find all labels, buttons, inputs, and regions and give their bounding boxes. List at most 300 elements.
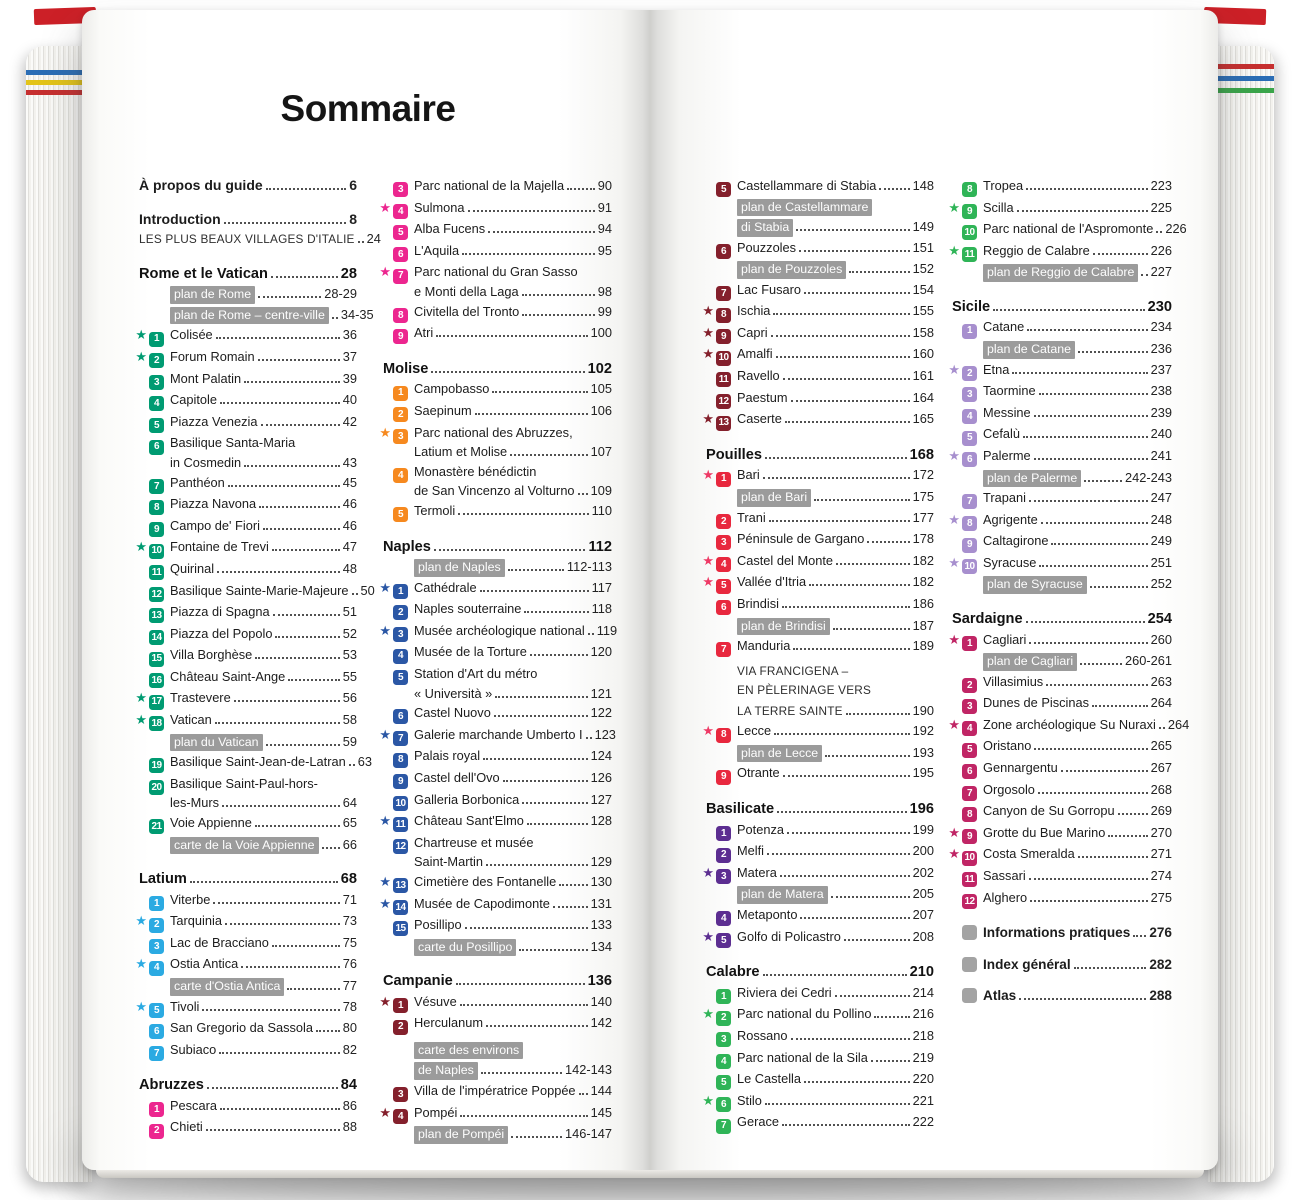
entry-number-badge: 19 — [149, 758, 164, 773]
star-cell — [131, 347, 149, 369]
star-cell — [131, 473, 149, 495]
dotted-leader — [511, 1133, 562, 1138]
entry-number-badge: 9 — [393, 329, 408, 344]
page-number: 187 — [912, 617, 934, 633]
badge-cell — [962, 488, 983, 510]
star-cell — [944, 888, 962, 910]
entry-number-badge: 1 — [962, 636, 977, 651]
star-icon: ★ — [135, 913, 147, 929]
dotted-leader — [495, 693, 587, 698]
badge-cell — [716, 259, 737, 280]
star-cell — [698, 1026, 716, 1048]
dotted-leader — [488, 228, 595, 233]
entry-label: Matera — [737, 864, 777, 880]
entry-number-badge: 1 — [393, 584, 408, 599]
badge-cell — [716, 366, 737, 388]
page-number: 76 — [342, 956, 357, 972]
page-number: 142-143 — [565, 1062, 612, 1078]
star-cell — [131, 976, 149, 997]
entry-number-badge: 7 — [716, 1119, 731, 1134]
dotted-leader — [785, 418, 910, 423]
star-cell — [698, 863, 716, 885]
entry-label: Musée de la Torture — [414, 644, 527, 660]
entry-number-badge: 9 — [716, 770, 731, 785]
star-cell — [375, 302, 393, 324]
front-label: À propos du guide — [139, 177, 263, 193]
badge-cell — [149, 732, 170, 753]
entry-number-badge: 3 — [149, 939, 164, 954]
dotted-leader — [522, 291, 595, 296]
star-cell — [944, 651, 962, 672]
badge-cell — [393, 379, 414, 401]
star-cell — [375, 599, 393, 621]
dotted-leader — [266, 185, 347, 190]
toc-subtitle — [131, 229, 381, 250]
page-number: 133 — [590, 917, 612, 933]
star-icon: ★ — [948, 361, 960, 377]
entry-number-badge: 3 — [716, 535, 731, 550]
entry-label: Tropea — [983, 178, 1024, 193]
toc-entry — [375, 872, 612, 894]
badge-cell — [393, 1124, 414, 1145]
page-number: 46 — [342, 517, 357, 533]
star-cell — [698, 529, 716, 551]
dotted-leader — [836, 560, 910, 565]
map-chip-label: plan de Reggio de Calabre — [983, 264, 1138, 282]
entry-label: Musée de Capodimonte — [414, 895, 550, 911]
badge-cell — [962, 219, 983, 241]
star-cell — [375, 811, 393, 833]
entry-number-badge: 4 — [149, 396, 164, 411]
page-number: 129 — [590, 854, 612, 870]
backmatter-badge — [962, 988, 977, 1003]
toc-entry — [944, 866, 1172, 888]
map-chip-label: plan de Rome – centre-ville — [170, 307, 329, 325]
dotted-leader — [1026, 618, 1145, 623]
dotted-leader — [767, 850, 910, 855]
entry-label: EN PÈLERINAGE VERS — [737, 683, 872, 698]
front-label: LES PLUS BEAUX VILLAGES D'ITALIE — [139, 232, 355, 247]
star-cell — [944, 241, 962, 263]
badge-cell — [716, 1048, 737, 1070]
toc-entry — [375, 1103, 612, 1125]
star-cell — [944, 986, 962, 1009]
entry-label: Musée archéologique national — [414, 622, 585, 638]
dotted-leader — [579, 1090, 588, 1095]
dotted-leader — [258, 293, 321, 298]
page-number: 152 — [912, 261, 934, 277]
star-cell — [944, 262, 962, 283]
star-icon: ★ — [379, 895, 391, 911]
badge-cell — [716, 743, 737, 764]
page-number: 251 — [1150, 554, 1172, 570]
page-number: 249 — [1150, 533, 1172, 549]
toc-entry — [944, 693, 1172, 715]
page-number: 106 — [590, 402, 612, 418]
star-cell — [131, 537, 149, 559]
toc-section-header — [131, 265, 357, 285]
dotted-leader — [763, 474, 910, 479]
entry-number-badge: 10 — [962, 225, 977, 240]
entry-number-badge: 7 — [393, 731, 408, 746]
badge-cell — [962, 553, 983, 575]
entry-number-badge: 10 — [716, 351, 731, 366]
star-cell — [375, 768, 393, 790]
dotted-leader — [271, 273, 338, 278]
toc-entry — [698, 820, 934, 842]
badge-cell — [962, 176, 983, 198]
section-label: Basilicate — [706, 801, 775, 818]
badge-cell — [393, 401, 414, 423]
entry-label: Ravello — [737, 368, 780, 384]
toc-entry — [698, 323, 934, 345]
badge-cell — [962, 780, 983, 802]
dotted-leader — [244, 462, 340, 467]
entry-label: Péninsule de Gargano — [737, 531, 865, 547]
badge-cell — [716, 594, 737, 616]
toc-entry — [375, 501, 612, 523]
dotted-leader — [1061, 767, 1148, 772]
dotted-leader — [349, 761, 355, 766]
toc-entry — [944, 317, 1172, 339]
star-cell — [375, 323, 393, 345]
entry-label: Saint-Martin — [414, 854, 483, 870]
toc-entry — [698, 1069, 934, 1091]
entry-number-badge: 12 — [393, 839, 408, 854]
dotted-leader — [844, 936, 910, 941]
page-number: 193 — [912, 744, 934, 760]
star-cell — [131, 997, 149, 1019]
entry-number-badge: 2 — [149, 918, 164, 933]
star-cell — [131, 890, 149, 912]
star-cell — [131, 710, 149, 732]
star-icon: ★ — [135, 998, 147, 1014]
entry-number-badge: 7 — [962, 494, 977, 509]
page-number: 186 — [912, 595, 934, 611]
star-cell — [131, 835, 149, 856]
badge-cell — [393, 1081, 414, 1103]
entry-label: Voie Appienne — [170, 814, 252, 830]
star-cell — [698, 1069, 716, 1091]
entry-label: Capitole — [170, 392, 217, 408]
toc-entry — [944, 510, 1172, 532]
dotted-leader — [773, 310, 909, 315]
badge-cell — [962, 574, 983, 595]
entry-label: in Cosmedin — [170, 454, 242, 470]
badge-cell — [149, 835, 170, 856]
dotted-leader — [1080, 660, 1122, 665]
star-icon: ★ — [702, 552, 714, 568]
badge-cell — [962, 844, 983, 866]
dotted-leader — [220, 1105, 340, 1110]
star-cell — [944, 403, 962, 425]
star-cell — [698, 721, 716, 743]
entry-number-badge: 2 — [149, 1124, 164, 1139]
entry-number-badge: 3 — [393, 429, 408, 444]
entry-label: Reggio de Calabre — [983, 242, 1090, 258]
star-cell — [698, 176, 716, 198]
badge-cell — [393, 599, 414, 621]
entry-label: Dunes de Piscinas — [983, 695, 1089, 711]
entry-number-badge: 1 — [149, 332, 164, 347]
star-icon: ★ — [379, 264, 391, 280]
map-chip-label: carte de la Voie Appienne — [170, 837, 319, 855]
entry-number-badge: 2 — [716, 514, 731, 529]
star-cell — [944, 510, 962, 532]
entry-label: Galerie marchande Umberto I — [414, 726, 583, 742]
entry-label: Villa de l'impératrice Poppée — [414, 1082, 576, 1098]
badge-cell — [716, 551, 737, 573]
toc-entry — [698, 572, 934, 594]
dotted-leader — [530, 651, 588, 656]
star-cell — [698, 884, 716, 905]
star-cell — [131, 624, 149, 646]
dotted-leader — [776, 353, 910, 358]
badge-cell — [716, 238, 737, 260]
toc-entry — [944, 715, 1190, 737]
star-cell — [944, 780, 962, 802]
page-number: 47 — [342, 539, 357, 555]
entry-number-badge: 9 — [393, 774, 408, 789]
dotted-leader — [263, 525, 340, 530]
badge-cell — [149, 954, 170, 976]
entry-number-badge: 2 — [962, 678, 977, 693]
page-number: 160 — [912, 346, 934, 362]
entry-label: Cathédrale — [414, 579, 477, 595]
entry-number-badge: 15 — [149, 652, 164, 667]
page-number: 56 — [342, 690, 357, 706]
page-number: 164 — [912, 389, 934, 405]
entry-label: Etna — [983, 361, 1010, 377]
badge-cell — [716, 198, 737, 238]
entry-label: Tarquinia — [170, 913, 222, 929]
page-number: 95 — [597, 242, 612, 258]
entry-label: Castellammare di Stabia — [737, 178, 877, 193]
toc-map-entry — [375, 1124, 612, 1145]
toc-entry — [131, 433, 357, 472]
star-icon: ★ — [135, 327, 147, 343]
page-number: 68 — [340, 871, 357, 888]
badge-cell — [393, 1013, 414, 1035]
dotted-leader — [234, 697, 340, 702]
page-number: 64 — [342, 795, 357, 811]
toc-entry — [944, 488, 1172, 510]
entry-number-badge: 3 — [393, 182, 408, 197]
entry-label: Pescara — [170, 1097, 217, 1113]
page-number: 200 — [912, 843, 934, 859]
toc-entry — [375, 578, 612, 600]
toc-entry — [944, 801, 1172, 823]
entry-number-badge: 4 — [393, 204, 408, 219]
entry-label: Colisée — [170, 327, 213, 343]
page-number: 240 — [1150, 426, 1172, 442]
star-cell — [131, 645, 149, 667]
badge-cell — [962, 468, 983, 489]
toc-entry — [375, 198, 612, 220]
page-number: 80 — [342, 1020, 357, 1036]
star-cell — [375, 937, 393, 958]
toc-map-entry — [944, 468, 1172, 489]
entry-label: Palerme — [983, 447, 1031, 463]
star-cell — [131, 732, 149, 753]
entry-label: Viterbe — [170, 891, 211, 907]
dotted-leader — [202, 1006, 339, 1011]
entry-number-badge: 5 — [962, 743, 977, 758]
dotted-leader — [835, 992, 910, 997]
toc-entry — [131, 412, 357, 434]
dotted-leader — [804, 1078, 910, 1083]
toc-entry — [698, 344, 934, 366]
badge-cell — [716, 1026, 737, 1048]
entry-label: Paestum — [737, 389, 788, 405]
toc-map-entry — [131, 835, 357, 856]
entry-number-badge: 18 — [149, 716, 164, 731]
entry-number-badge: 10 — [962, 851, 977, 866]
entry-number-badge: 4 — [716, 557, 731, 572]
page-number: 189 — [912, 638, 934, 653]
dotted-leader — [486, 861, 588, 866]
dotted-leader — [206, 1126, 340, 1131]
toc-map-entry — [698, 616, 934, 637]
page-number: 52 — [342, 625, 357, 641]
toc-entry — [375, 1013, 612, 1035]
entry-number-badge: 2 — [962, 366, 977, 381]
entry-label: Riviera dei Cedri — [737, 984, 832, 1000]
toc-column-2 — [375, 176, 618, 1145]
page-number: 276 — [1149, 925, 1172, 941]
badge-cell — [149, 602, 170, 624]
entry-number-badge: 6 — [393, 247, 408, 262]
star-cell — [375, 833, 393, 872]
star-cell — [375, 219, 393, 241]
entry-label: San Gregorio da Sassola — [170, 1020, 313, 1036]
dotted-leader — [524, 608, 588, 613]
entry-label: Vallée d'Itria — [737, 574, 807, 590]
toc-backmatter-item — [944, 986, 1172, 1009]
toc-map-entry — [131, 284, 357, 305]
star-cell — [698, 841, 716, 863]
entry-number-badge: 5 — [149, 1003, 164, 1018]
dotted-leader — [460, 1001, 588, 1006]
toc-entry — [944, 403, 1172, 425]
dotted-leader — [796, 226, 909, 231]
toc-entry — [944, 780, 1172, 802]
entry-label: Amalfi — [737, 346, 773, 362]
toc-entry — [131, 752, 372, 774]
dotted-leader — [332, 314, 338, 319]
entry-label: Agrigente — [983, 511, 1038, 527]
page-number: 265 — [1150, 738, 1172, 754]
entry-number-badge: 8 — [149, 500, 164, 515]
star-cell — [698, 409, 716, 431]
badge-cell — [149, 645, 170, 667]
page-number: 238 — [1150, 383, 1172, 399]
badge-cell — [962, 758, 983, 780]
entry-label: Taormine — [983, 383, 1036, 399]
page-number: 122 — [590, 705, 612, 721]
star-icon: ★ — [379, 199, 391, 215]
entry-number-badge: 1 — [393, 386, 408, 401]
toc-entry — [944, 198, 1172, 220]
page-number: 219 — [912, 1049, 934, 1065]
dotted-leader — [1027, 326, 1147, 331]
toc-entry — [944, 219, 1187, 241]
entry-number-badge: 5 — [716, 1075, 731, 1090]
entry-number-badge: 6 — [149, 440, 164, 455]
toc-section-header — [375, 538, 612, 558]
star-icon: ★ — [135, 539, 147, 555]
toc-entry — [131, 494, 357, 516]
badge-cell — [962, 241, 983, 263]
entry-label: Chieti — [170, 1119, 203, 1135]
entry-number-badge: 3 — [393, 1087, 408, 1102]
star-cell — [698, 905, 716, 927]
toc-entry — [375, 992, 612, 1014]
badge-cell — [962, 510, 983, 532]
entry-number-badge: 1 — [962, 324, 977, 339]
toc-map-entry — [698, 259, 934, 280]
dotted-leader — [510, 451, 587, 456]
badge-cell — [393, 578, 414, 600]
backmatter-badge — [962, 925, 977, 940]
toc-entry — [375, 302, 612, 324]
badge-cell — [393, 664, 414, 703]
entry-label: Oristano — [983, 738, 1032, 754]
entry-number-badge: 2 — [149, 353, 164, 368]
section-label: Calabre — [706, 964, 760, 981]
entry-number-badge: 8 — [962, 807, 977, 822]
entry-number-badge: 14 — [149, 630, 164, 645]
star-cell — [698, 259, 716, 280]
entry-label: Station d'Art du métro — [414, 665, 538, 681]
badge-cell — [393, 768, 414, 790]
entry-label: Piazza di Spagna — [170, 604, 270, 620]
entry-label: Tivoli — [170, 998, 200, 1014]
entry-number-badge: 5 — [716, 182, 731, 197]
map-chip-label: plan de Castellammare — [737, 199, 872, 217]
entry-number-badge: 4 — [393, 1109, 408, 1124]
badge-cell — [393, 725, 414, 747]
dotted-leader — [874, 1013, 909, 1018]
toc-entry — [698, 1091, 934, 1113]
star-cell — [698, 465, 716, 487]
toc-entry — [375, 379, 612, 401]
badge-cell — [962, 317, 983, 339]
badge-cell — [962, 630, 983, 652]
page-number: 207 — [912, 906, 934, 922]
page-number: 123 — [594, 726, 616, 742]
badge-cell — [149, 494, 170, 516]
page-number: 84 — [340, 1077, 357, 1094]
page-number: 236 — [1150, 341, 1172, 357]
dotted-leader — [519, 946, 587, 951]
badge-cell — [393, 790, 414, 812]
page-number: 269 — [1150, 803, 1172, 819]
entry-label: Parc national du Pollino — [737, 1006, 872, 1022]
entry-label: Grotte du Bue Marino — [983, 824, 1106, 840]
entry-number-badge: 2 — [393, 605, 408, 620]
entry-label: L'Aquila — [414, 242, 460, 258]
toc-entry — [944, 758, 1172, 780]
star-icon: ★ — [702, 1092, 714, 1108]
dotted-leader — [288, 676, 340, 681]
dotted-leader — [222, 802, 340, 807]
entry-label: de San Vincenzo al Volturno — [414, 483, 575, 499]
star-cell — [944, 176, 962, 198]
badge-cell — [716, 344, 737, 366]
dotted-leader — [1034, 745, 1147, 750]
dotted-leader — [578, 490, 588, 495]
